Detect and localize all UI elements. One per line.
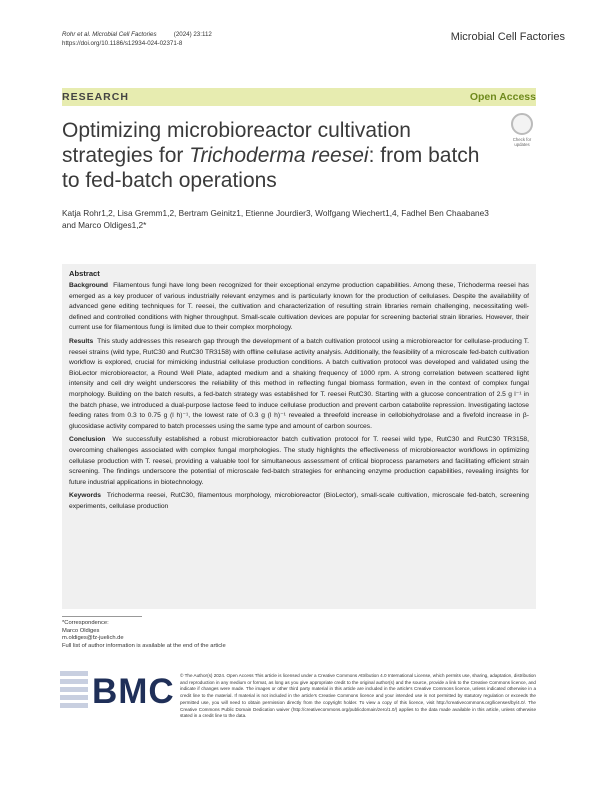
results-label: Results [69,337,94,345]
article-title [62,118,502,193]
keywords-text: Trichoderma reesei, RutC30, filamentous morphology, microbioreactor (BioLector), small-scale cultivation, microscale fed-batch, screening experiments, cellulase production [69,492,529,510]
check-for-updates-icon [511,113,533,135]
title-part-1: Optimizing microbioreactor cultivation strategies for [62,119,411,167]
footnote-divider [62,616,142,617]
corresponding-author: Marco Oldiges [62,627,100,634]
article-type-band [62,88,536,106]
doi-link[interactable]: https://doi.org/10.1186/s12934-024-02371-8 [62,40,183,47]
corresponding-email[interactable]: m.oldiges@fz-juelich.de [62,635,124,642]
abstract-conclusion [69,435,529,488]
check-for-updates-badge[interactable] [507,113,537,151]
journal-citation: Rohr et al. Microbial Cell Factories [62,31,157,38]
abstract-results [69,337,529,432]
abstract-background [69,281,529,334]
badge-line-2: updates [514,142,530,147]
title-part-2: : from batch to fed-batch operations [62,144,480,192]
background-label: Background [69,282,109,289]
abstract-heading: Abstract [69,269,100,278]
running-header [62,30,212,48]
correspondence-note [62,620,226,650]
results-text: This study addresses this research gap through the development of a batch cultivation protocol using a microbioreactor for cellulase-producing T. reesei strains (wild type, RutC30 and RutC30 TR3158) with offline cellulase activity analysis. Additionally, the feasibility of a microscale fed-batch cultivation workflow is explored, crucial for mimicking industrial cellulase production conditions. A batch cultivation protocol was developed and validated using the BioLector microbioreactor, a Round Well Plate, adapted medium and a shaking frequency of 1000 rpm. A strong correlation between scattered light intensity and cell dry weight underscores the reliability of this method in reflecting fungal biomass formation, even in the context of complex fungal morphology. Building on the batch results, a fed-batch strategy was established for T. reesei RutC30. Starting with a glucose concentration of 2.5 g l⁻¹ in the batch phase, we introduced a dual-purpose lactose feed to induce cellulase production and prevent carbon catabolite repression. Investigating lactose feeding rates from 0.3 to 0.75 g (l h)⁻¹, the lowest rate of 0.3 g (l h)⁻¹ revealed a threefold increase in cellobiohydrolase and a fivefold increase in β-glucosidase activity compared to batch processes using the same type and amount of carbon sources. [69,337,529,430]
year-volume: (2024) 23:112 [173,31,212,38]
author-list: Katja Rohr1,2, Lisa Gremm1,2, Bertram Geinitz1, Etienne Jourdier3, Wolfgang Wiechert1,4, Fadhel Ben Chaabane3 and Marco Oldiges1,2* [62,208,489,230]
title-species: Trichoderma reesei [189,144,369,167]
background-text: Filamentous fungi have long been recognized for their exceptional enzyme production capabilities. Among these, Trichoderma reesei has emerged as a key producer of various industrially relevant enzymes and is particularly known for the production of cellulases. Despite the availability of advanced gene editing techniques for T. reesei, the cultivation and characterization of resulting strain libraries remain challenging, necessitating well-defined and controlled conditions with higher throughput. Small-scale cultivation devices are popular for screening bacterial strain libraries. However, their current use for filamentous fungi is limited due to their complex morphology. [69,282,530,332]
open-access-label: Open Access [469,91,536,103]
license-statement: © The Author(s) 2024. Open Access This article is licensed under a Creative Commons Attribution 4.0 International License, which permits use, sharing, adaptation, distribution and reproduction in any medium or format, as long as you give appropriate credit to the original author(s) and the source, provide a link to the Creative Commons licence, and indicate if changes were made. The images or other third party material in this article are included in the article's Creative Commons licence, unless indicated otherwise in a credit line to the material. If material is not included in the article's Creative Commons licence and your intended use is not permitted by statutory regulation or exceeds the permitted use, you will need to obtain permission directly from the copyright holder. To view a copy of this licence, visit http://creativecommons.org/licenses/by/4.0/. The Creative Commons Public Domain Dedication waiver (http://creativecommons.org/publicdomain/zero/1.0/) applies to the data made available in this article, unless otherwise stated in a credit line to the data. [180,673,536,719]
bmc-logo: BMC [92,672,175,711]
article-type: RESEARCH [62,91,129,103]
badge-line-1: Check for [512,137,532,142]
conclusion-label: Conclusion [69,436,106,444]
abstract-keywords [69,491,529,512]
conclusion-text: We successfully established a robust microbioreactor batch cultivation protocol for T. reesei wild type, RutC30 and RutC30 TR3158, overcoming challenges associated with complex fungal morphologies. The study highlights the effectiveness of microbioreactor workflows in optimizing cellulase production with T. reesei, providing a valuable tool for simultaneous assessment of critical bioprocess parameters and facilitating efficient strain screening. The findings underscore the potential of microscale fed-batch strategies for enhancing enzyme production capabilities, revealing insights for future industrial applications in biotechnology. [69,436,529,486]
keywords-label: Keywords [69,492,101,500]
correspondence-label: *Correspondence: [62,620,109,626]
journal-name: Microbial Cell Factories [450,31,565,43]
author-info-note: Full list of author information is available at the end of the article [62,642,226,649]
abstract-box [62,264,536,609]
